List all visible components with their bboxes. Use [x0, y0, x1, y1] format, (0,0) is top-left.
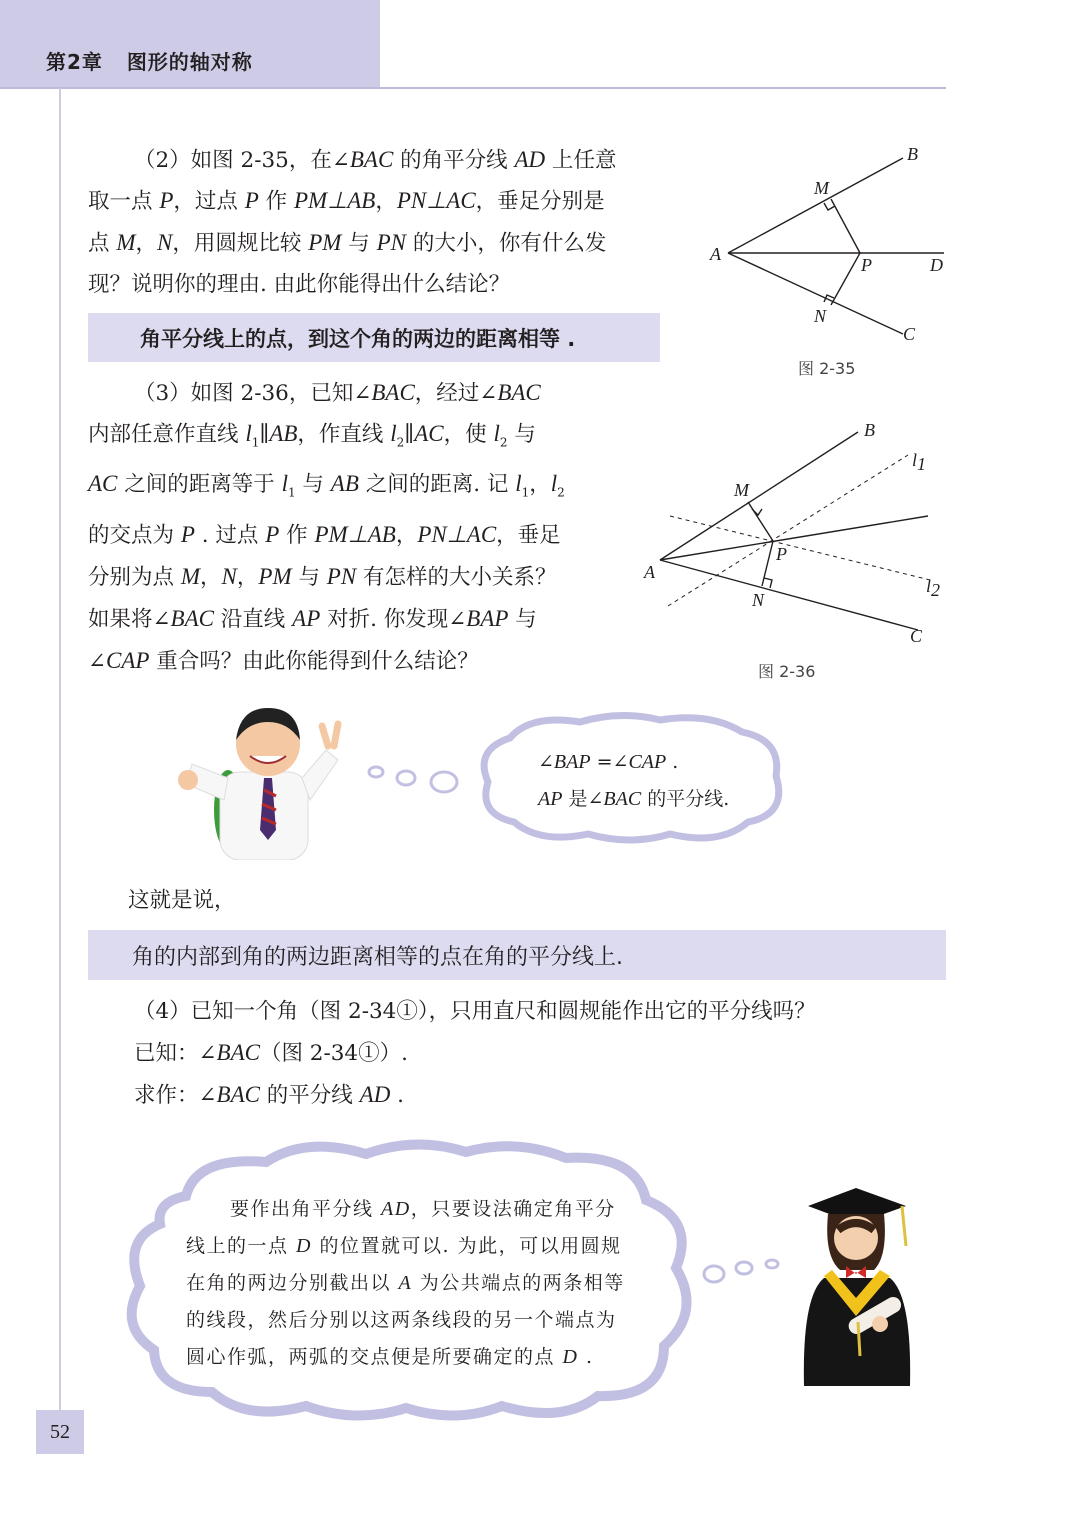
margin-rule: [59, 88, 61, 1413]
paragraph-3-body: [88, 413, 565, 682]
bubble-2-line-2: 线上的一点 D 的位置就可以. 为此，可以用圆规: [186, 1235, 622, 1257]
bubble-2-line-3: 在角的两边分别截出以 A 为公共端点的两条相等: [186, 1272, 625, 1294]
thought-dots-1: [362, 756, 472, 800]
p3-line-2: 内部任意作直线 $l_1\parallel AB$，作直线 $l_2\parallel AC$，使 $l_2$ 与: [88, 421, 536, 450]
chapter-header: [46, 46, 253, 75]
ray-ab: [728, 158, 903, 253]
label-a-36: A: [644, 562, 655, 582]
right-angle-m-36: [752, 509, 762, 515]
bubble-1-line-2: AP 是∠BAC 的平分线.: [538, 788, 730, 810]
p3-line-1: （3）如图 2-36，已知∠BAC，经过∠BAC: [134, 380, 541, 406]
p3-line-4: 的交点为 P . 过点 P 作 PM⊥AB，PN⊥AC，垂足: [88, 521, 561, 548]
p3-line-7: ∠CAP 重合吗？由此你能得到什么结论？: [88, 647, 479, 674]
thought-dots-2: [700, 1252, 790, 1288]
p3-line-5: 分别为点 M，N，PM 与 PN 有怎样的大小关系？: [88, 563, 557, 590]
bubble-2-text: [186, 1191, 625, 1376]
segment-pm: [831, 199, 860, 253]
header-rule: [0, 87, 946, 89]
label-c: C: [903, 324, 916, 344]
bubble-1-text: [538, 744, 729, 818]
label-l1: l1: [912, 450, 927, 474]
p4-line-3: 求作：∠BAC 的平分线 AD .: [134, 1082, 404, 1108]
that-is-to-say: 这就是说，: [128, 888, 236, 913]
conclusion-text-2: 角的内部到角的两边距离相等的点在角的平分线上.: [132, 945, 623, 970]
ray-ap-36: [660, 516, 928, 560]
p2-line-1: （2）如图 2-35，在∠BAC 的角平分线 AD 上任意: [134, 147, 617, 173]
p3-line-6: 如果将∠BAC 沿直线 AP 对折. 你发现∠BAP 与: [88, 605, 537, 632]
segment-pn: [831, 253, 860, 305]
label-n-36: N: [752, 590, 765, 610]
chapter-number: 第2章: [46, 50, 103, 74]
p3-line-3: AC 之间的距离等于 $l_1$ 与 AB 之间的距离. 记 $l_1$，$l_2$: [88, 471, 565, 500]
segment-pm-36: [748, 502, 773, 541]
bubble-2-line-1: 要作出角平分线 AD，只要设法确定角平分: [230, 1198, 616, 1220]
label-l2: l2: [926, 576, 941, 600]
conclusion-box-1: [88, 313, 660, 362]
label-b: B: [907, 144, 918, 164]
paragraph-3: [134, 372, 541, 414]
page-number: 52: [36, 1410, 84, 1454]
bubble-2-line-4: 的线段，然后分别以这两条线段的另一个端点为: [186, 1309, 617, 1331]
right-angle-n-36: [764, 578, 772, 588]
label-n: N: [814, 306, 827, 326]
line-l2: [670, 516, 930, 580]
figure-2-36: [636, 410, 946, 650]
label-m: M: [814, 178, 829, 198]
label-m-36: M: [734, 480, 749, 500]
label-p-36: P: [776, 544, 787, 564]
conclusion-text-1: 角平分线上的点，到这个角的两边的距离相等 .: [140, 327, 576, 351]
label-c-36: C: [910, 626, 923, 646]
ray-ab-36: [660, 432, 858, 560]
graduate-girl-illustration: [794, 1186, 918, 1394]
p2-line-3: 点 M，N，用圆规比较 PM 与 PN 的大小，你有什么发: [88, 230, 607, 256]
paragraph-2: [134, 139, 616, 181]
p2-line-2: 取一点 P，过点 P 作 PM⊥AB，PN⊥AC，垂足分别是: [88, 188, 605, 214]
ray-ac-36: [660, 560, 918, 630]
paragraph-4: [134, 991, 816, 1116]
p4-line-2: 已知：∠BAC（图 2-34①）.: [134, 1040, 408, 1066]
label-a: A: [710, 244, 721, 264]
boy-illustration: [170, 700, 350, 860]
p4-line-1: （4）已知一个角（图 2-34①），只用直尺和圆规能作出它的平分线吗？: [134, 999, 816, 1024]
caption-2-36: 图 2-36: [758, 662, 816, 681]
conclusion-box-2: [88, 930, 946, 980]
label-p: P: [861, 255, 872, 275]
figure-2-35: [700, 140, 960, 380]
label-b-36: B: [864, 420, 875, 440]
p2-line-4: 现？说明你的理由. 由此你能得出什么结论？: [88, 272, 511, 297]
paragraph-2-body: [88, 180, 606, 305]
bubble-2-line-5: 圆心作弧，两弧的交点便是所要确定的点 D .: [186, 1346, 594, 1368]
label-d: D: [930, 255, 943, 275]
bubble-1-line-1: ∠BAP =∠CAP .: [538, 751, 679, 773]
caption-2-35: 图 2-35: [798, 359, 856, 378]
chapter-title: 图形的轴对称: [126, 50, 253, 74]
